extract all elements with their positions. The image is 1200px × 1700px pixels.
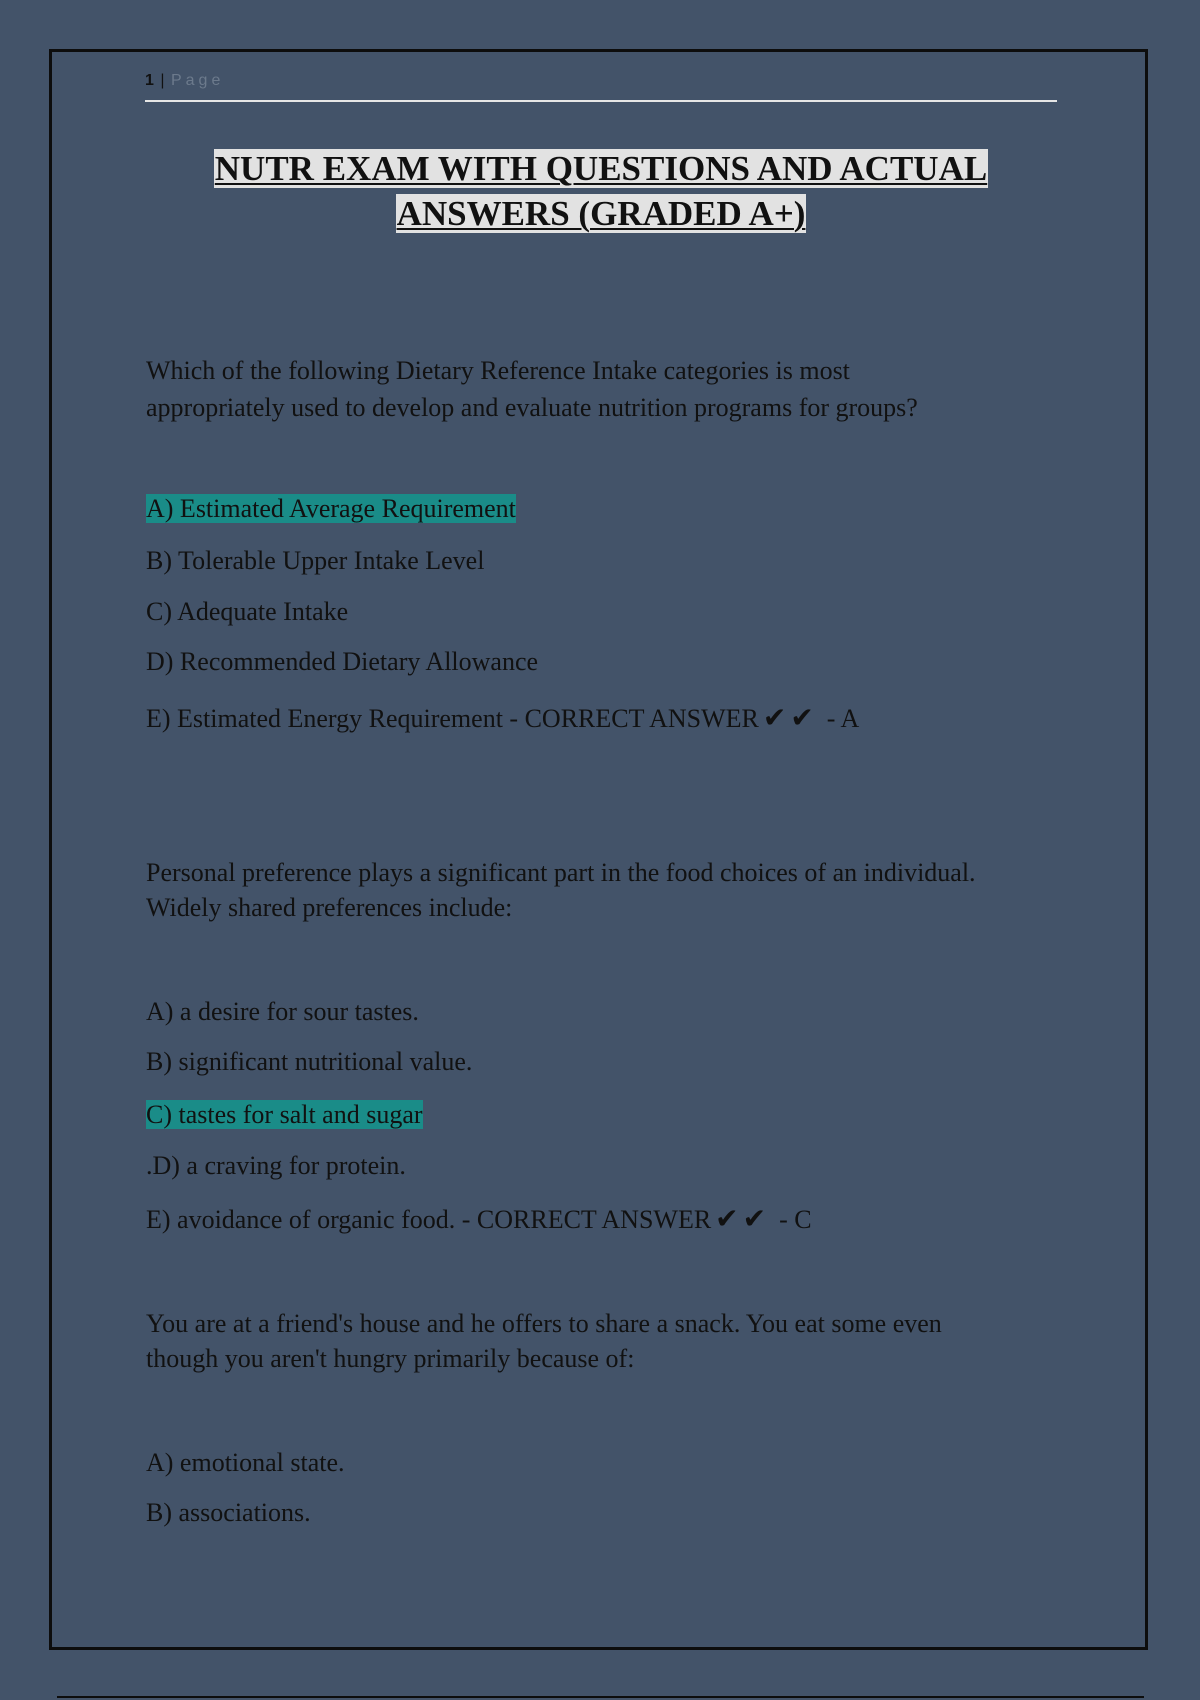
page-label: Page (170, 72, 225, 89)
check-icon: ✔ (762, 701, 787, 734)
question-1-line-2: appropriately used to develop and evaluate nutrition programs for groups? (146, 393, 918, 422)
question-1-option-d: D) Recommended Dietary Allowance (146, 647, 539, 676)
answer-suffix: - A (826, 704, 860, 733)
question-1-line-1: Which of the following Dietary Reference Intake categories is most (146, 356, 850, 385)
page-frame (49, 49, 1148, 1650)
question-2-line-2: Widely shared preferences include: (146, 893, 513, 922)
question-1-option-a (146, 491, 516, 526)
question-2-option-a: A) a desire for sour tastes. (146, 997, 419, 1026)
question-1-option-b: B) Tolerable Upper Intake Level (146, 546, 485, 575)
option-e-text: E) Estimated Energy Requirement - CORRECT ANSWER (146, 704, 759, 733)
question-2-line-1: Personal preference plays a significant part in the food choices of an individual. (146, 858, 976, 887)
question-2-option-b: B) significant nutritional value. (146, 1047, 473, 1076)
question-2-option-d: .D) a craving for protein. (146, 1151, 406, 1180)
question-3-line-2: though you aren't hungry primarily because of: (146, 1344, 635, 1373)
highlighted-answer: C) tastes for salt and sugar (146, 1100, 423, 1129)
question-3-option-b: B) associations. (146, 1498, 311, 1527)
page-separator: | (160, 72, 165, 89)
option-e-text: E) avoidance of organic food. - CORRECT ANSWER (146, 1205, 712, 1234)
document-title (145, 146, 1057, 236)
highlighted-answer: A) Estimated Average Requirement (146, 494, 516, 523)
question-1-option-e (146, 700, 859, 736)
check-icon: ✔ (790, 701, 814, 734)
question-3-option-a: A) emotional state. (146, 1448, 345, 1477)
question-1-option-c: C) Adequate Intake (146, 597, 349, 626)
answer-suffix: - C (779, 1205, 812, 1234)
question-3-line-1: You are at a friend's house and he offers to share a snack. You eat some even (146, 1309, 942, 1338)
page-header (145, 72, 1057, 102)
page-number: 1 (145, 72, 154, 89)
question-2-option-e (146, 1201, 812, 1237)
check-icon: ✔ (742, 1202, 767, 1235)
page-divider (57, 1696, 1144, 1698)
title-line-1: NUTR EXAM WITH QUESTIONS AND ACTUAL (214, 149, 988, 188)
title-line-2: ANSWERS (GRADED A+) (396, 194, 806, 233)
check-icon: ✔ (715, 1202, 739, 1235)
question-2-option-c (146, 1097, 423, 1132)
